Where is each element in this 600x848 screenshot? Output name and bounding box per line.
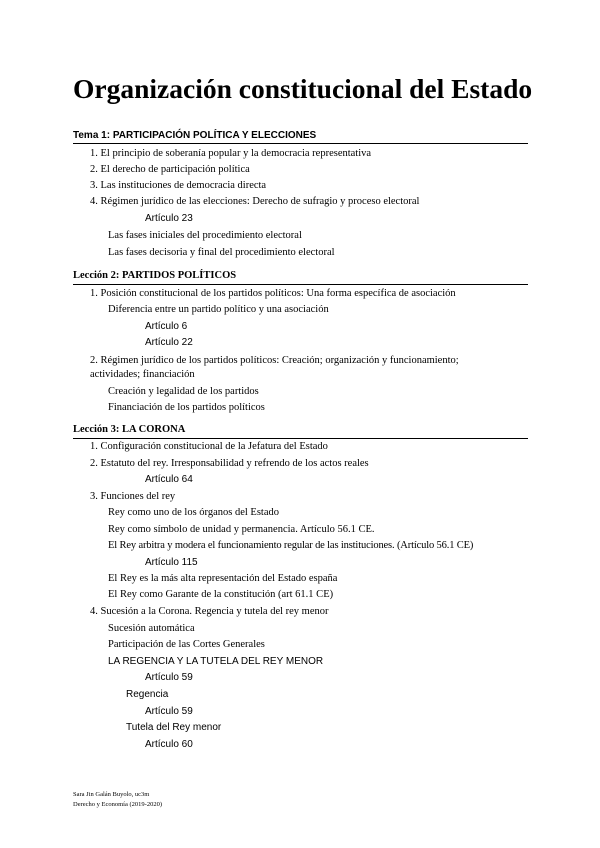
toc-entry-label: Artículo 59 — [145, 706, 193, 717]
footer-course: Derecho y Economía (2019-2020) — [73, 801, 162, 808]
footer-author: Sara Jin Galán Buyolo, uc3m — [73, 791, 150, 798]
toc-entry-label: 1. El principio de soberanía popular y la democracia representativa — [90, 148, 372, 159]
toc-entry-label: Artículo 23 — [145, 213, 193, 224]
toc-entry-label: El Rey como Garante de la constitución (art 61.1 CE) — [108, 589, 334, 600]
toc-entry-label: 1. Posición constitucional de los partidos políticos: Una forma específica de asociación — [90, 288, 456, 299]
toc-entry-label: 2. Estatuto del rey. Irresponsabilidad y refrendo de los actos reales — [90, 458, 369, 469]
toc-entry-label: 2. El derecho de participación política — [90, 164, 250, 175]
toc-entry-label: 4. Régimen jurídico de las elecciones: Derecho de sufragio y proceso electoral — [90, 196, 420, 207]
page-title: Organización constitucional del Estado — [73, 73, 533, 104]
toc-entry-label: Creación y legalidad de los partidos — [108, 386, 259, 397]
toc-entry-label: Artículo 115 — [145, 557, 198, 568]
toc-entry-label: Artículo 64 — [145, 474, 193, 485]
toc-entry-label: Artículo 60 — [145, 739, 193, 750]
page-footer — [73, 790, 162, 810]
toc-entry-label: Participación de las Cortes Generales — [108, 639, 265, 650]
toc-entry-label: Rey como símbolo de unidad y permanencia. Artículo 56.1 CE. — [108, 524, 375, 535]
toc-entry-label: 3. Funciones del rey — [90, 491, 176, 502]
toc-heading-label: Lección 2: PARTIDOS POLÍTICOS — [73, 270, 237, 281]
toc-entry-label: 1. Configuración constitucional de la Jefatura del Estado — [90, 441, 328, 452]
toc-entry-label: LA REGENCIA Y LA TUTELA DEL REY MENOR — [108, 656, 324, 667]
toc-heading-label: Tema 1: PARTICIPACIÓN POLÍTICA Y ELECCIONES — [73, 130, 317, 141]
toc-entry-label: Financiación de los partidos políticos — [108, 402, 265, 413]
toc-entry-label: Sucesión automática — [108, 623, 195, 634]
toc-entry-label: 3. Las instituciones de democracia directa — [90, 180, 267, 191]
toc-entry-label: Rey como uno de los órganos del Estado — [108, 507, 279, 518]
section-divider — [73, 284, 528, 285]
toc-entry-label: El Rey arbitra y modera el funcionamiento regular de las instituciones. (Artículo 56.1 CE) — [108, 540, 474, 551]
toc-entry-label: El Rey es la más alta representación del Estado españa — [108, 573, 338, 584]
toc-entry-label: 4. Sucesión a la Corona. Regencia y tutela del rey menor — [90, 606, 329, 617]
toc-entry-label: Regencia — [126, 689, 169, 700]
section-divider — [73, 143, 528, 144]
toc-entry-label: Diferencia entre un partido político y una asociación — [108, 304, 329, 315]
toc-entry-label: Las fases iniciales del procedimiento electoral — [108, 230, 302, 241]
toc-entry-label: 2. Régimen jurídico de los partidos políticos: Creación; organización y funcionamiento; actividades; financiación — [90, 355, 459, 380]
toc-entry-label: Artículo 22 — [145, 337, 193, 348]
toc-entry-label: Las fases decisoria y final del procedimiento electoral — [108, 247, 335, 258]
toc-heading-label: Lección 3: LA CORONA — [73, 424, 186, 435]
toc-entry-label: Artículo 59 — [145, 672, 193, 683]
toc-entry-label: Artículo 6 — [145, 321, 188, 332]
toc-entry-label: Tutela del Rey menor — [126, 722, 222, 733]
